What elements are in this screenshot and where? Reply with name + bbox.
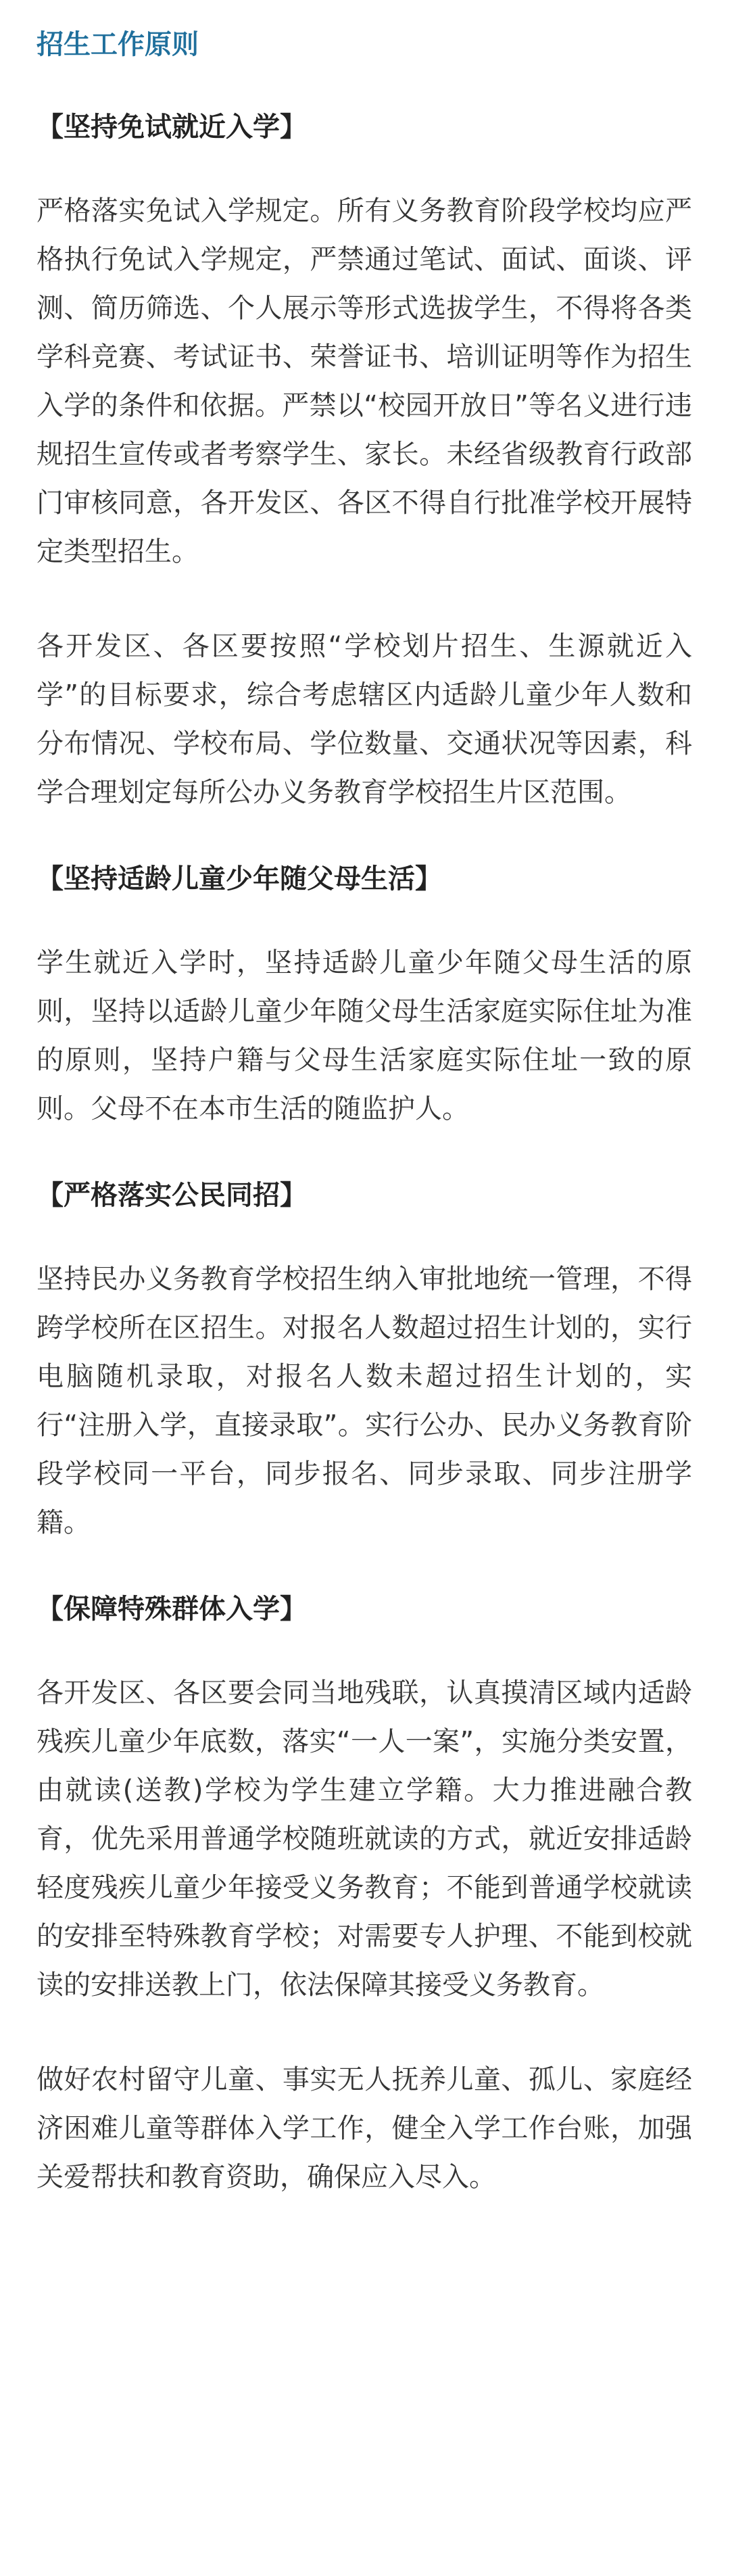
paragraph: 做好农村留守儿童、事实无人抚养儿童、孤儿、家庭经济困难儿童等群体入学工作，健全入学工作台账，加强关爱帮扶和教育资助，确保应入尽入。 (36, 2064, 692, 2193)
section-heading: 【严格落实公民同招】 (36, 1180, 307, 1211)
paragraph: 严格落实免试入学规定。所有义务教育阶段学校均应严格执行免试入学规定，严禁通过笔试、面试、面谈、评测、简历筛选、个人展示等形式选拔学生，不得将各类学科竞赛、考试证书、荣誉证书、培训证明等作为招生入学的条件和依据。严禁以“校园开放日”等名义进行违规招生宣传或者考察学生、家长。未经省级教育行政部门审核同意，各开发区、各区不得自行批准学校开展特定类型招生。 (36, 195, 692, 567)
paragraph: 各开发区、各区要会同当地残联，认真摸清区域内适龄残疾儿童少年底数，落实“一人一案”，实施分类安置，由就读(送教)学校为学生建立学籍。大力推进融合教育，优先采用普通学校随班就读的方式，就近安排适龄轻度残疾儿童少年接受义务教育；不能到普通学校就读的安排至特殊教育学校；对需要专人护理、不能到校就读的安排送教上门，依法保障其接受义务教育。 (36, 1677, 692, 2001)
page-title: 招生工作原则 (36, 29, 199, 60)
section-public-private-enrollment (36, 1175, 692, 1547)
section-heading: 【坚持适龄儿童少年随父母生活】 (36, 863, 442, 895)
paragraph: 坚持民办义务教育学校招生纳入审批地统一管理，不得跨学校所在区招生。对报名人数超过招生计划的，实行电脑随机录取，对报名人数未超过招生计划的，实行“注册入学，直接录取”。实行公办、民办义务教育阶段学校同一平台，同步报名、同步录取、同步注册学籍。 (36, 1264, 692, 1538)
section-heading: 【坚持免试就近入学】 (36, 112, 307, 143)
section-special-groups (36, 1589, 692, 2201)
section-live-with-parents (36, 859, 692, 1133)
section-exam-free-admission (36, 107, 692, 817)
paragraph: 各开发区、各区要按照“学校划片招生、生源就近入学”的目标要求，综合考虑辖区内适龄儿童少年人数和分布情况、学校布局、学位数量、交通状况等因素，科学合理划定每所公办义务教育学校招生片区范围。 (36, 631, 692, 808)
paragraph: 学生就近入学时，坚持适龄儿童少年随父母生活的原则，坚持以适龄儿童少年随父母生活家庭实际住址为准的原则，坚持户籍与父母生活家庭实际住址一致的原则。父母不在本市生活的随监护人。 (36, 947, 692, 1124)
section-heading: 【保障特殊群体入学】 (36, 1594, 307, 1625)
